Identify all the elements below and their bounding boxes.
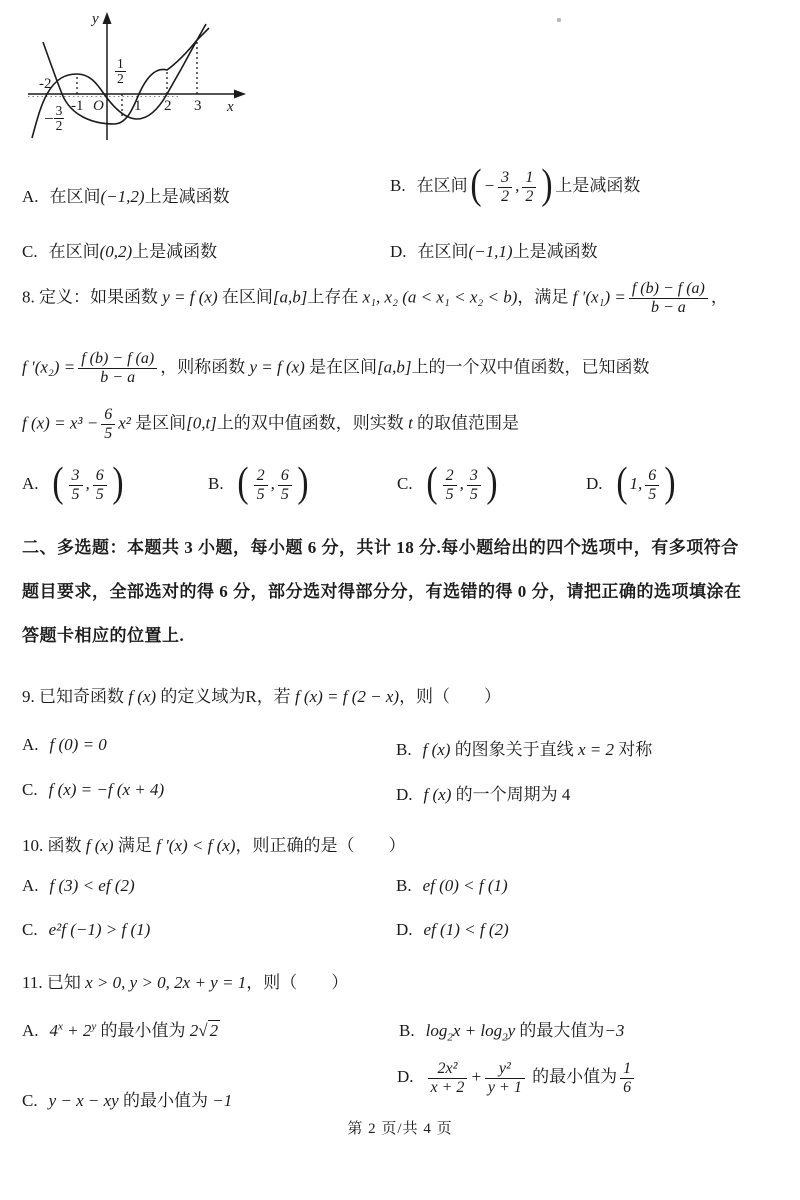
seg-math: −1 — [212, 1091, 233, 1110]
q7-option-d — [390, 237, 598, 262]
seg-text: 上是减函数 — [132, 242, 218, 261]
seg-text: 的最小值为 — [96, 1021, 190, 1040]
seg-text: 上是减函数 — [144, 187, 230, 206]
seg-math: ef (0) < f (1) — [422, 876, 508, 895]
seg-text: ，则正确的是（ ） — [235, 836, 406, 855]
option-content — [49, 920, 151, 939]
q11-stem — [22, 968, 348, 993]
option-content — [425, 1021, 625, 1044]
seg-frac: $\frac{f (b) - f (a)}{b - a}$ — [629, 280, 708, 317]
q8-option-c — [397, 459, 500, 506]
seg-frac: $\frac{6}{5}$ — [93, 467, 107, 504]
seg-math: x₁, x₂ (a < x₁ < x₂ < b) — [362, 287, 518, 307]
graph-curve-parabola — [43, 28, 209, 124]
option-content — [416, 161, 641, 208]
y-axis-arrow — [103, 12, 112, 24]
option-content — [49, 780, 165, 799]
option-content — [614, 459, 679, 506]
seg-text: 在区间 — [48, 242, 100, 261]
option-label: A. — [22, 474, 39, 494]
seg-big: ) — [541, 161, 553, 208]
q11-option-b — [399, 1016, 625, 1044]
seg-math: y = f (x) — [249, 357, 305, 377]
seg-big: ) — [664, 459, 676, 506]
seg-text: ，满足 — [517, 287, 573, 307]
option-label: C. — [397, 474, 413, 494]
seg-math: y — [507, 1021, 516, 1040]
seg-text: 是在区间 — [304, 357, 378, 377]
seg-text: 在区间 — [416, 176, 468, 196]
option-label: C. — [22, 1091, 38, 1110]
seg-frac: $\frac{\text{y²}}{y + 1}$ — [485, 1060, 525, 1097]
seg-text: 的最小值为 — [118, 1091, 213, 1110]
seg-text: 的图象关于直线 — [450, 740, 578, 759]
seg-big: ) — [112, 459, 124, 506]
q9-option-b — [396, 735, 652, 760]
q11-option-a — [22, 1016, 220, 1041]
option-content — [423, 740, 653, 759]
q10-option-a — [22, 876, 135, 896]
q7-option-a — [22, 182, 230, 207]
option-label: A. — [22, 876, 39, 895]
seg-math: x > 0, y > 0, 2x + y = 1 — [85, 973, 247, 992]
tick-label-1: 1 — [134, 98, 142, 114]
option-content — [423, 876, 508, 895]
x-axis-label: x — [227, 99, 234, 115]
seg-text: 在区间 — [417, 242, 469, 261]
option-content — [424, 785, 571, 804]
tick-label-one-half: $\frac{1}{2}$ — [117, 56, 124, 87]
seg-text: 8. 定义：如果函数 — [22, 287, 163, 307]
seg-frac: $\frac{1}{6}$ — [620, 1060, 634, 1097]
seg-text: 是区间 — [130, 413, 187, 433]
option-label: A. — [22, 1021, 39, 1040]
seg-text: 上是减函数 — [555, 176, 641, 196]
seg-math: x² — [118, 413, 131, 433]
q8-stem-line2 — [22, 350, 650, 387]
seg-text: 对称 — [613, 740, 653, 759]
seg-math: f (x) — [422, 740, 451, 759]
option-label: A. — [22, 735, 39, 754]
y-axis-label: y — [92, 11, 99, 27]
seg-text: 上的双中值函数，则实数 — [216, 413, 409, 433]
option-label: B. — [399, 1021, 415, 1040]
seg-math: t — [408, 413, 413, 433]
seg-text: 9. 已知奇函数 — [22, 687, 129, 706]
q7-option-b — [390, 161, 641, 208]
seg-big: ( — [469, 161, 482, 208]
q10-option-d — [396, 920, 509, 940]
seg-math: (−1,2) — [100, 187, 145, 206]
seg-frac: $\frac{3}{5}$ — [69, 467, 83, 504]
q10-stem — [22, 831, 405, 856]
seg-math: y − x − xy — [48, 1091, 119, 1110]
seg-big: ( — [615, 459, 628, 506]
seg-big: ( — [425, 459, 438, 506]
option-label: D. — [390, 242, 407, 261]
seg-math: f (x) = f (2 − x) — [294, 687, 400, 706]
fraction-three-halves: $\frac{3}{2}$ — [55, 103, 63, 134]
seg-sqrt: √ 2 — [198, 1021, 219, 1040]
seg-sup: x — [58, 1020, 63, 1033]
tick-label-2: 2 — [164, 98, 172, 114]
seg-math: + 2 — [62, 1021, 92, 1040]
seg-math: e²f (−1) > f (1) — [48, 920, 151, 939]
page-footer: 第 2 页/共 4 页 — [347, 1121, 453, 1137]
seg-sup: y — [91, 1020, 97, 1033]
q8-stem-line1 — [22, 280, 728, 317]
q9-stem — [22, 682, 501, 707]
section2-heading-line3: 答题卡相应的位置上. — [22, 626, 185, 645]
option-label: B. — [396, 740, 412, 759]
option-content — [50, 459, 126, 506]
seg-text: 上是减函数 — [512, 242, 598, 261]
seg-big: ) — [297, 459, 309, 506]
q8-option-b — [208, 459, 311, 506]
option-content — [235, 459, 311, 506]
option-label: A. — [22, 187, 39, 206]
tick-label-neg-three-halves — [44, 104, 64, 133]
seg-big: ( — [51, 459, 64, 506]
option-label: C. — [22, 780, 38, 799]
tick-label-neg1: -1 — [71, 98, 84, 114]
seg-frac: $\frac{3}{2}$ — [498, 169, 512, 206]
q10-option-c — [22, 920, 150, 940]
seg-math: f (3) < ef (2) — [49, 876, 135, 895]
option-content — [50, 1021, 221, 1040]
seg-math: (0,2) — [99, 242, 133, 261]
seg-math: , — [515, 176, 520, 196]
option-label: D. — [586, 474, 603, 494]
scan-speck-artifact — [557, 18, 561, 22]
seg-frac: $\frac{6}{5}$ — [101, 406, 115, 443]
seg-text: R — [245, 687, 257, 706]
seg-frac: $\frac{2}{5}$ — [254, 467, 268, 504]
option-label: C. — [22, 920, 38, 939]
q11-option-d — [397, 1060, 637, 1097]
seg-frac: $\frac{2}{5}$ — [443, 467, 457, 504]
option-label: D. — [396, 920, 413, 939]
seg-text: 的取值范围是 — [412, 413, 520, 433]
option-content — [49, 242, 218, 261]
option-content — [418, 242, 598, 261]
option-content — [424, 920, 509, 939]
seg-text: ，则称函数 — [160, 357, 250, 377]
seg-text: 上存在 — [307, 287, 363, 307]
seg-text: 4 — [561, 785, 571, 804]
tick-label-neg2: -2 — [39, 76, 52, 92]
seg-math: ef (1) < f (2) — [423, 920, 509, 939]
option-content — [50, 187, 230, 206]
option-content — [50, 876, 135, 895]
q8-option-d — [586, 459, 678, 506]
seg-text: 上的一个双中值函数，已知函数 — [411, 357, 650, 377]
q8-option-a — [22, 459, 126, 506]
seg-frac: $\frac{\text{2x²}}{x + 2}$ — [428, 1060, 468, 1097]
seg-math: 2 — [189, 1021, 199, 1040]
option-content — [49, 1091, 233, 1110]
option-content — [424, 459, 500, 506]
seg-frac: $\frac{f (b) - f (a)}{b - a}$ — [78, 350, 157, 387]
seg-text: ， — [710, 287, 728, 307]
x-axis-arrow — [234, 90, 246, 99]
seg-math: y = f (x) — [162, 287, 218, 307]
seg-math: x = 2 — [577, 740, 614, 759]
q9-option-c — [22, 780, 164, 800]
seg-text: 11. 已知 — [22, 973, 86, 992]
q7-option-c — [22, 237, 217, 262]
seg-frac: $\frac{1}{2}$ — [522, 169, 536, 206]
seg-frac: $\frac{3}{5}$ — [467, 467, 481, 504]
seg-text: 满足 — [113, 836, 157, 855]
option-label: D. — [396, 785, 413, 804]
seg-math: f (0) = 0 — [49, 735, 107, 754]
seg-frac: $\frac{6}{5}$ — [278, 467, 292, 504]
seg-text: 的最大值为 — [515, 1021, 605, 1040]
q10-option-b — [396, 876, 508, 896]
q9-option-d — [396, 780, 570, 805]
seg-frac: $\frac{6}{5}$ — [645, 467, 659, 504]
seg-text: 的最小值为 — [527, 1067, 618, 1087]
minus-sign: − — [44, 108, 54, 128]
seg-math: , — [459, 474, 464, 494]
seg-text: 10. 函数 — [22, 836, 86, 855]
tick-label-3: 3 — [194, 98, 202, 114]
option-label: C. — [22, 242, 38, 261]
seg-math: 4 — [49, 1021, 59, 1040]
seg-math: f (x) = x³ − — [22, 413, 99, 433]
q8-stem-line3 — [22, 406, 519, 443]
seg-sub: 2 — [502, 1031, 508, 1044]
seg-text: 的一个周期为 — [451, 785, 562, 804]
seg-math: f (x) — [423, 785, 452, 804]
seg-sub: 2 — [447, 1031, 453, 1044]
seg-math: log — [425, 1021, 448, 1040]
option-label: B. — [208, 474, 224, 494]
seg-math: x + log — [452, 1021, 503, 1040]
seg-math: −3 — [604, 1021, 625, 1040]
option-content — [425, 1060, 638, 1096]
seg-math: + — [470, 1067, 482, 1087]
origin-label: O — [93, 98, 104, 114]
seg-math: f ′(x₂) = — [22, 357, 76, 377]
seg-text: 的定义域为 — [156, 687, 246, 706]
option-label: B. — [396, 876, 412, 895]
q11-option-c — [22, 1086, 232, 1111]
seg-text: ，则（ ） — [399, 687, 502, 706]
section2-heading-line2: 题目要求，全部选对的得 6 分，部分选对得部分分，有选错的得 0 分，请把正确的选项填涂在 — [22, 582, 742, 601]
seg-text: 在区间 — [49, 187, 101, 206]
seg-math: [a,b] — [272, 287, 308, 307]
option-label: B. — [390, 176, 406, 196]
seg-math: f (x) — [128, 687, 157, 706]
seg-big: ) — [486, 459, 498, 506]
seg-math: [a,b] — [377, 357, 412, 377]
seg-math: − — [483, 176, 496, 196]
function-graph-figure — [28, 12, 252, 146]
section2-heading-line1: 二、多选题：本题共 3 小题，每小题 6 分，共计 18 分.每小题给出的四个选项中，有多项符合 — [22, 538, 739, 557]
seg-math: [0,t] — [186, 413, 217, 433]
section2-heading — [22, 539, 782, 671]
seg-math: f ′(x₁) = — [572, 287, 626, 307]
seg-math: , — [85, 474, 90, 494]
seg-big: ( — [236, 459, 249, 506]
option-label: D. — [397, 1067, 414, 1087]
seg-math: f ′(x) < f (x) — [156, 836, 236, 855]
seg-text: ，则（ ） — [246, 973, 349, 992]
seg-math: f (x) = −f (x + 4) — [48, 780, 165, 799]
q9-option-a — [22, 735, 107, 755]
seg-math: (−1,1) — [468, 242, 513, 261]
option-content — [50, 735, 107, 754]
seg-math: 1, — [629, 474, 643, 494]
seg-text: ，若 — [256, 687, 295, 706]
seg-text: 在区间 — [217, 287, 273, 307]
seg-math: , — [270, 474, 275, 494]
seg-math: f (x) — [85, 836, 114, 855]
